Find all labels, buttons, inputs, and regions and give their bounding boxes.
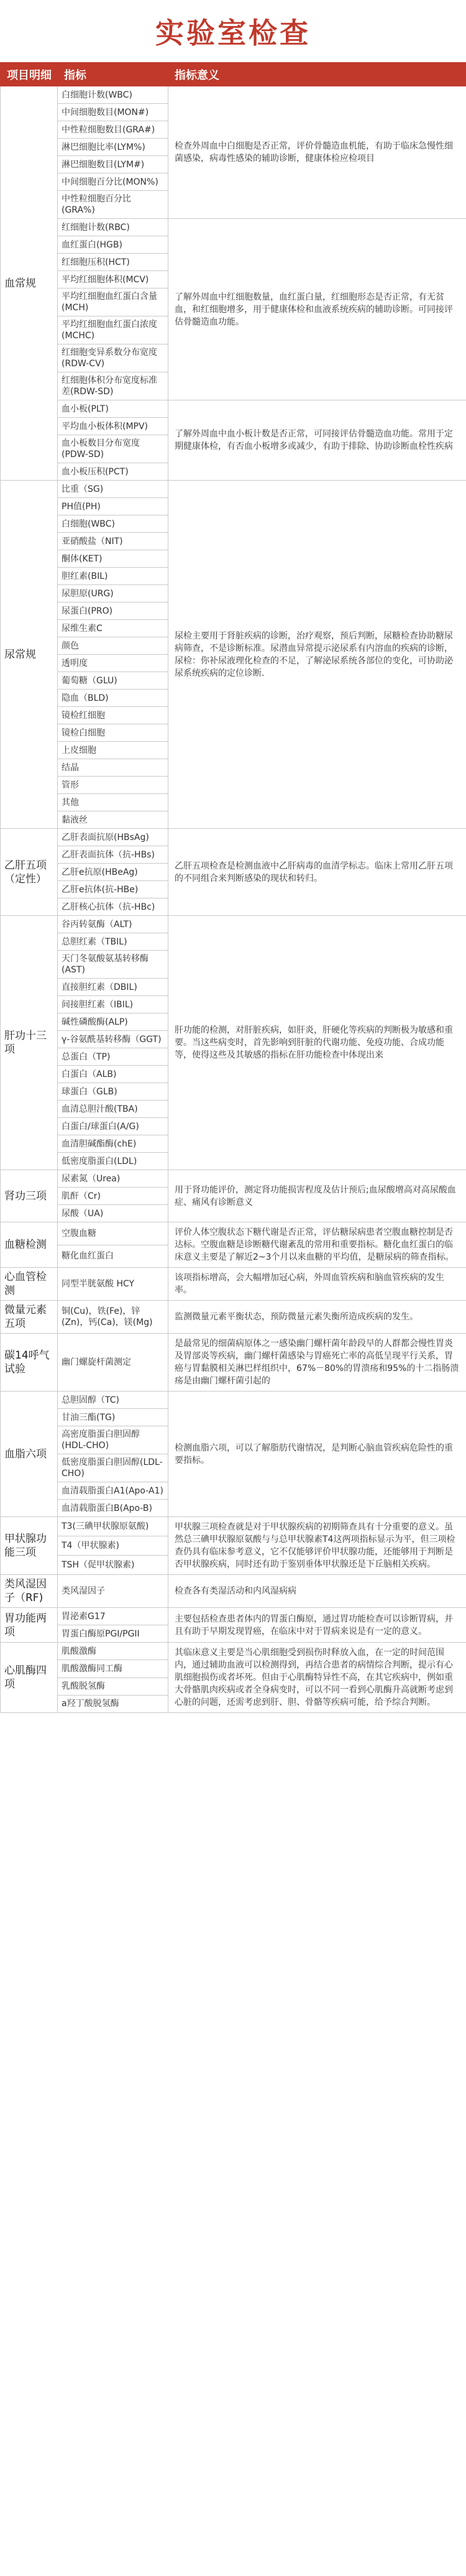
indicator-cell: PH值(PH) xyxy=(58,498,168,515)
indicator-cell: 白细胞计数(WBC) xyxy=(58,86,168,104)
indicator-cell: 血清载脂蛋白A1(Apo-A1) xyxy=(58,1482,168,1500)
indicator-cell: 高密度脂蛋白胆固醇(HDL-CHO) xyxy=(58,1426,168,1454)
indicator-cell: 幽门螺旋杆菌测定 xyxy=(58,1334,168,1392)
indicator-cell: 血清总胆汁酸(TBA) xyxy=(58,1101,168,1118)
meaning-cell: 检测血脂六项，可以了解脂肪代谢情况，是判断心脑血管疾病危险性的重要指标。 xyxy=(168,1392,466,1517)
indicator-cell: 总胆固醇（TC) xyxy=(58,1392,168,1409)
indicator-cell: 平均红细胞体积(MCV) xyxy=(58,271,168,289)
indicator-cell: 胃泌素G17 xyxy=(58,1608,168,1625)
table-row xyxy=(1,829,466,846)
meaning-cell: 尿检主要用于肾脏疾病的诊断，治疗观察，预后判断，尿糖检查协助糖尿病筛查，不是诊断标准。尿潜血异常提示泌尿系有内溶血的疾病的诊断，尿检：你补尿液理化检查的不足，了解泌尿系统各部位的变化，可协助泌尿系统疾病的定位诊断. xyxy=(168,481,466,829)
category-cell: 尿常规 xyxy=(1,481,58,829)
indicator-cell: T4（甲状腺素) xyxy=(58,1536,168,1556)
indicator-cell: 葡萄糖（GLU) xyxy=(58,672,168,690)
indicator-cell: 红细胞体积分布宽度标准差(RDW-SD) xyxy=(58,372,168,400)
indicator-cell: γ-谷氨酰基转移酶（GGT) xyxy=(58,1031,168,1048)
indicator-cell: 胆红素(BIL) xyxy=(58,568,168,585)
meaning-cell: 评价人体空腹状态下糖代谢是否正常，评估糖尿病患者空腹血糖控制是否达标。空腹血糖是诊断糖代谢紊乱的常用和重要指标。糖化血红蛋白的临床意义主要是了解近2~3个月以来血糖的平均值，是糖尿病的筛查指标。 xyxy=(168,1222,466,1268)
indicator-cell: 血小板数目分布宽度(PDW-SD) xyxy=(58,435,168,463)
indicator-cell: 中间细胞百分比(MON%) xyxy=(58,173,168,191)
indicator-cell: 类风湿因子 xyxy=(58,1575,168,1608)
indicator-cell: 其他 xyxy=(58,794,168,811)
meaning-cell: 检查外周血中白细胞是否正常，评价骨髓造血机能，有助于临床急慢性细菌感染，病毒性感染的辅助诊断，健康体检应检项目 xyxy=(168,86,466,219)
meaning-cell: 甲状腺三项检查就是对于甲状腺疾病的初期筛查具有十分重要的意义。虽然总三碘甲状腺原氨酸与与总甲状腺素T4这两项指标显示为平，但三项检查仍具有临床参考意义，它不仅能够评价甲状腺功能，还能够用于判断是否甲状腺疾病，同时还有助于鉴别垂体甲状腺还是下丘脑相关疾病。 xyxy=(168,1517,466,1575)
indicator-cell: 乙肝表面抗原(HBsAg) xyxy=(58,829,168,846)
table-row xyxy=(1,1517,466,1536)
indicator-cell: 平均血小板体积(MPV) xyxy=(58,418,168,435)
indicator-cell: 中性粒细胞百分比(GRA%) xyxy=(58,191,168,219)
table-row xyxy=(1,916,466,933)
table-row xyxy=(1,86,466,104)
header-indicator: 指标 xyxy=(58,63,168,86)
indicator-cell: 尿酸（UA) xyxy=(58,1205,168,1222)
indicator-cell: 同型半胱氨酸 HCY xyxy=(58,1268,168,1301)
indicator-cell: 尿胆原(URG) xyxy=(58,585,168,602)
header-category: 项目明细 xyxy=(1,63,58,86)
indicator-cell: 碱性磷酸酶(ALP) xyxy=(58,1013,168,1031)
indicator-cell: 镜检红细胞 xyxy=(58,707,168,724)
indicator-cell: 尿蛋白(PRO) xyxy=(58,602,168,620)
indicator-cell: 平均红细胞血红蛋白浓度(MCHC) xyxy=(58,316,168,344)
meaning-cell: 了解外周血中血小板计数是否正常，可同接评估骨髓造血功能。常用于定期健康体检，有否血小板增多或减少，有助于排除、协助诊断血栓性疾病 xyxy=(168,400,466,481)
category-cell: 类风湿因子（RF) xyxy=(1,1575,58,1608)
indicator-cell: 胃蛋白酶原PGI/PGII xyxy=(58,1625,168,1643)
meaning-cell: 乙肝五项检查是检测血液中乙肝病毒的血清学标志。临床上常用乙肝五项的不同组合来判断感染的现状和转归。 xyxy=(168,829,466,916)
indicator-cell: 中间细胞数目(MON#) xyxy=(58,104,168,121)
indicator-cell: 铜(Cu)，铁(Fe)，锌(Zn)，钙(Ca)，镁(Mg) xyxy=(58,1301,168,1334)
indicator-cell: 透明度 xyxy=(58,655,168,672)
category-cell: 甲状腺功能三项 xyxy=(1,1517,58,1575)
indicator-cell: 血小板(PLT) xyxy=(58,400,168,418)
indicator-cell: T3(三碘甲状腺原氨酸) xyxy=(58,1517,168,1536)
indicator-cell: 红细胞计数(RBC) xyxy=(58,219,168,236)
table-row xyxy=(1,1643,466,1660)
meaning-cell: 该项指标增高，会大幅增加冠心病，外周血管疾病和脑血管疾病的发生率。 xyxy=(168,1268,466,1301)
category-cell: 血脂六项 xyxy=(1,1392,58,1517)
table-row xyxy=(1,1392,466,1409)
category-cell: 心血管检测 xyxy=(1,1268,58,1301)
indicator-cell: 颜色 xyxy=(58,637,168,655)
table-row xyxy=(1,1222,466,1245)
meaning-cell: 用于肾功能评价，测定肾功能损害程度及估计预后;血尿酸增高对高尿酸血症、痛风有诊断意义 xyxy=(168,1170,466,1222)
table-row xyxy=(1,219,466,236)
category-cell: 微量元素五项 xyxy=(1,1301,58,1334)
indicator-cell: 上皮细胞 xyxy=(58,742,168,759)
indicator-cell: 白蛋白（ALB) xyxy=(58,1066,168,1083)
indicator-cell: 总蛋白（TP) xyxy=(58,1048,168,1066)
category-cell: 血常规 xyxy=(1,86,58,481)
table-row xyxy=(1,1301,466,1334)
indicator-cell: 淋巴细胞数目(LYM#) xyxy=(58,156,168,173)
indicator-cell: 谷丙转氨酶（ALT) xyxy=(58,916,168,933)
indicator-cell: 空腹血糖 xyxy=(58,1222,168,1245)
meaning-cell: 了解外周血中红细胞数量，血红蛋白量，红细胞形态是否正常，有无贫血，和红细胞增多，用于健康体检和血液系统疾病的辅助诊断。可同接评估骨髓造血功能。 xyxy=(168,219,466,400)
indicator-cell: 直接胆红素（DBIL) xyxy=(58,979,168,996)
indicator-cell: 管形 xyxy=(58,777,168,794)
indicator-cell: 肌酐（Cr) xyxy=(58,1188,168,1205)
indicator-cell: 镜检白细胞 xyxy=(58,724,168,742)
category-cell: 胃功能两项 xyxy=(1,1608,58,1643)
indicator-cell: 球蛋白（GLB) xyxy=(58,1083,168,1101)
indicator-cell: 乙肝表面抗体（抗-HBs) xyxy=(58,846,168,864)
indicator-cell: TSH（促甲状腺素) xyxy=(58,1556,168,1575)
table-row xyxy=(1,1608,466,1625)
indicator-cell: 红细胞压积(HCT) xyxy=(58,254,168,271)
indicator-cell: 结晶 xyxy=(58,759,168,777)
table-header-row xyxy=(1,63,466,86)
indicator-cell: 肌酸激酶同工酶 xyxy=(58,1660,168,1678)
category-cell: 乙肝五项（定性） xyxy=(1,829,58,916)
indicator-cell: 红细胞变异系数分布宽度(RDW-CV) xyxy=(58,344,168,372)
meaning-cell: 其临床意义主要是当心肌细胞受到损伤时释放入血，在一定的时间范围内，通过辅助血液可以检测得到，再结合患者的病情综合判断，提示有心肌细胞损伤或者坏死。但由于心肌酶特异性不高，在其它疾病中，例如重大骨骼肌肉疾病或者全身病变时，可以不同一看到心肌酶升高就断考虑到心脏的问题，还需考虑到肝、胆、骨骼等疾病可能，给予综合判断。 xyxy=(168,1643,466,1713)
table-row xyxy=(1,1575,466,1608)
indicator-cell: 比重（SG) xyxy=(58,481,168,498)
meaning-cell: 监测微量元素平衡状态，预防微量元素失衡所造成疾病的发生。 xyxy=(168,1301,466,1334)
indicator-cell: 隐血（BLD) xyxy=(58,690,168,707)
indicator-cell: 乙肝e抗原(HBeAg) xyxy=(58,864,168,881)
indicator-cell: 乙肝核心抗体（抗-HBc) xyxy=(58,898,168,916)
header-meaning: 指标意义 xyxy=(168,63,466,86)
meaning-cell: 检查各有类湿活动和内风湿病病 xyxy=(168,1575,466,1608)
lab-table xyxy=(0,62,466,1713)
indicator-cell: 总胆红素（TBIL) xyxy=(58,933,168,951)
category-cell: 血糖检测 xyxy=(1,1222,58,1268)
table-body xyxy=(1,86,466,1713)
indicator-cell: 低密度脂蛋白胆固醇(LDL-CHO) xyxy=(58,1454,168,1482)
indicator-cell: 尿维生素C xyxy=(58,620,168,637)
table-row xyxy=(1,1170,466,1188)
indicator-cell: 血清胆碱酯酶(chE) xyxy=(58,1135,168,1153)
indicator-cell: a羟丁酸脱氢酶 xyxy=(58,1695,168,1712)
indicator-cell: 中性粒细胞数目(GRA#) xyxy=(58,121,168,139)
meaning-cell: 肝功能的检测，对肝脏疾病，如肝炎，肝硬化等疾病的判断极为敏感和重要。当这些病变时，首先影响到肝脏的代谢功能、免疫功能、合成功能等，使得这些及其敏感的指标在肝功能检查中体现出来 xyxy=(168,916,466,1170)
indicator-cell: 血小板压积(PCT) xyxy=(58,463,168,481)
indicator-cell: 血红蛋白(HGB) xyxy=(58,236,168,254)
indicator-cell: 乙肝e抗体(抗-HBe) xyxy=(58,881,168,898)
indicator-cell: 淋巴细胞比率(LYM%) xyxy=(58,139,168,156)
meaning-cell: 是最常见的细菌病原体之一感染幽门螺杆菌年龄段早的人群都会慢性胃炎及胃部炎等疾病，幽门螺杆菌感染与胃癌死亡率的高低呈现平行关系，胃癌与胃黏膜相关淋巴样组织中，67%－80%的胃溃疡和95%的十二指肠溃疡是由幽门螺杆菌引起的 xyxy=(168,1334,466,1392)
indicator-cell: 间接胆红素（IBIL) xyxy=(58,996,168,1013)
table-row xyxy=(1,400,466,418)
category-cell: 肝功十三项 xyxy=(1,916,58,1170)
meaning-cell: 主要包括检查患者体内的胃蛋白酶原，通过胃功能检查可以诊断胃病，并且有助于早期发现胃癌，在临床中对于胃病来说是有一定的意义。 xyxy=(168,1608,466,1643)
table-row xyxy=(1,1268,466,1301)
indicator-cell: 甘油三酯(TG) xyxy=(58,1409,168,1426)
indicator-cell: 血清载脂蛋白B(Apo-B) xyxy=(58,1500,168,1517)
page-title: 实验室检查 xyxy=(155,16,311,50)
indicator-cell: 乳酸脱氢酶 xyxy=(58,1678,168,1695)
indicator-cell: 亚硝酸盐（NIT) xyxy=(58,533,168,550)
indicator-cell: 低密度脂蛋白(LDL) xyxy=(58,1153,168,1170)
indicator-cell: 天门冬氨酸氨基转移酶(AST) xyxy=(58,951,168,979)
table-row xyxy=(1,481,466,498)
indicator-cell: 尿素氮（Urea) xyxy=(58,1170,168,1188)
indicator-cell: 黏液丝 xyxy=(58,811,168,829)
indicator-cell: 糖化血红蛋白 xyxy=(58,1245,168,1268)
category-cell: 肾功三项 xyxy=(1,1170,58,1222)
indicator-cell: 白蛋白/球蛋白(A/G) xyxy=(58,1118,168,1135)
indicator-cell: 平均红细胞血红蛋白含量(MCH) xyxy=(58,289,168,316)
indicator-cell: 酮体(KET) xyxy=(58,550,168,568)
category-cell: 心肌酶四项 xyxy=(1,1643,58,1713)
category-cell: 碳14呼气试验 xyxy=(1,1334,58,1392)
indicator-cell: 白细胞(WBC) xyxy=(58,515,168,533)
indicator-cell: 肌酸激酶 xyxy=(58,1643,168,1660)
table-row xyxy=(1,1334,466,1392)
